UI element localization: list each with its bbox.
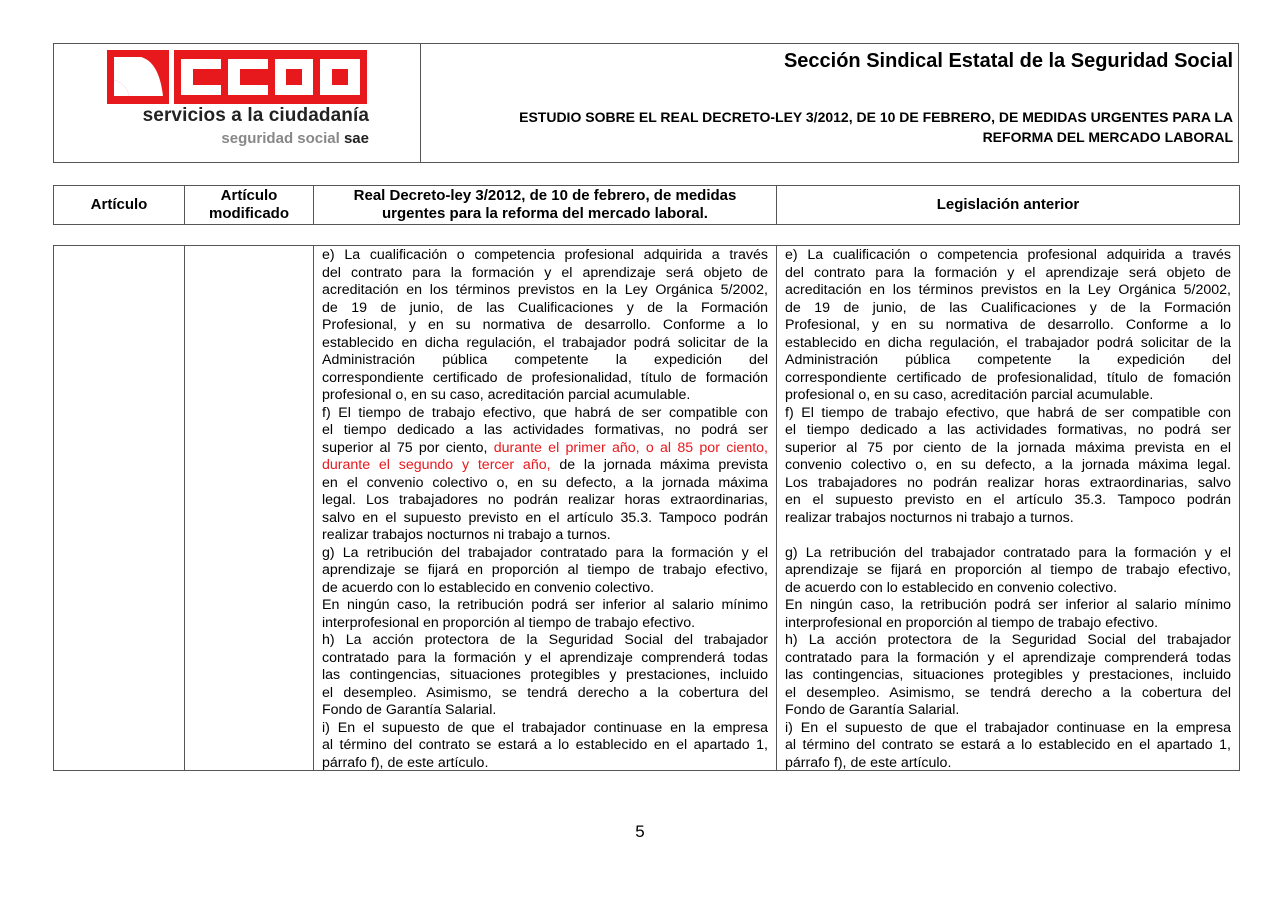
ccoo-logo-icon — [107, 50, 367, 104]
text-line: del contrato para la formación y el aprendizaje será objeto de — [322, 264, 768, 281]
text-line: f) El tiempo de trabajo efectivo, que habrá de ser compatible con — [785, 404, 1231, 421]
text-line: Profesional, y en su normativa de desarrollo. Conforme a lo — [322, 317, 768, 333]
text-line: Fondo de Garantía Salarial. — [322, 702, 497, 718]
text-line: de acuerdo con lo establecido en convenio colectivo. — [322, 579, 655, 596]
page-number: 5 — [635, 822, 645, 841]
amended-text-highlight: durante el primer año, o al 85 por ciento, — [493, 439, 768, 456]
column-header-legislacion-anterior — [777, 186, 1239, 224]
text-line: aprendizaje se fijará en proporción al tiempo de trabajo efectivo, — [785, 562, 1231, 578]
text-segment: de la jornada máxima prevista — [550, 457, 768, 473]
blank-line — [785, 527, 1231, 545]
text-line: Administración pública competente la expedición del — [785, 352, 1231, 368]
column-header-label: Legislación anterior — [936, 196, 1080, 213]
text-line: el tiempo dedicado a las actividades formativas, no podrá ser — [785, 422, 1231, 438]
text-line: aprendizaje se fijará en proporción al tiempo de trabajo efectivo, — [322, 562, 768, 578]
text-line: correspondiente certificado de profesionalidad, título de formación — [322, 369, 768, 386]
label-line-2: modificado — [208, 205, 289, 222]
amended-text-highlight: durante el segundo y tercer año, — [322, 457, 551, 473]
text-line: salvo en el supuesto previsto en el artículo 35.3. Tampoco podrán — [322, 509, 768, 526]
column-header-articulo-modificado — [185, 186, 314, 224]
text-line: Fondo de Garantía Salarial. — [785, 702, 960, 718]
text-line: al término del contrato se estará a lo establecido en el apartado 1, — [785, 737, 1231, 753]
cell-new-law-text — [314, 246, 777, 770]
text-line: contratado para la formación y el aprendizaje comprenderá todas — [785, 649, 1231, 666]
text-line: g) La retribución del trabajador contratado para la formación y el — [322, 544, 768, 561]
title-cell — [421, 44, 1238, 162]
comparison-table-row — [53, 245, 1240, 771]
text-line: Administración pública competente la expedición del — [322, 352, 768, 368]
text-line-mixed — [322, 457, 768, 475]
text-line: En ningún caso, la retribución podrá ser inferior al salario mínimo — [322, 597, 768, 613]
text-line: h) La acción protectora de la Seguridad Social del trabajador — [322, 632, 768, 648]
text-line: establecido en dicha regulación, el trabajador podrá solicitar de la — [785, 334, 1231, 351]
text-line: de acuerdo con lo establecido en convenio colectivo. — [785, 579, 1118, 596]
text-line: g) La retribución del trabajador contratado para la formación y el — [785, 544, 1231, 561]
text-line: al término del contrato se estará a lo establecido en el apartado 1, — [322, 737, 768, 753]
document-header — [53, 43, 1239, 163]
document-subtitle — [519, 107, 1233, 147]
text-line: convenio colectivo o, en su defecto, a la jornada máxima legal. — [785, 457, 1231, 473]
subtitle-line-1: ESTUDIO SOBRE EL REAL DECRETO-LEY 3/2012, DE 10 DE FEBRERO, DE MEDIDAS URGENTES PARA LA — [519, 109, 1233, 125]
text-line-mixed — [322, 440, 768, 458]
text-line: el desempleo. Asimismo, se tendrá derecho a la cobertura del — [785, 684, 1231, 701]
text-line: correspondiente certificado de profesionalidad, título de fomación — [785, 369, 1231, 386]
text-line: contratado para la formación y el aprendizaje comprenderá todas — [322, 649, 768, 666]
text-line: i) En el supuesto de que el trabajador continuase en la empresa — [322, 719, 768, 736]
text-segment: superior al 75 por ciento, — [322, 439, 494, 456]
text-line: en el supuesto previsto en el artículo 35.3. Tampoco podrán — [785, 492, 1231, 508]
text-line: interprofesional en proporción al tiempo de trabajo efectivo. — [785, 614, 1159, 631]
text-line: párrafo f), de este artículo. — [785, 754, 952, 771]
text-line: establecido en dicha regulación, el trabajador podrá solicitar de la — [322, 334, 768, 351]
text-line: En ningún caso, la retribución podrá ser inferior al salario mínimo — [785, 597, 1231, 613]
label-line-2: urgentes para la reforma del mercado laboral. — [382, 205, 708, 222]
logo-line1: servicios a la ciudadanía — [142, 105, 369, 126]
label-line-1: Artículo — [220, 187, 278, 204]
cell-old-law-text — [777, 246, 1239, 770]
logo-line2-gray: seguridad social — [221, 130, 340, 147]
text-line: de 19 de junio, de las Cualificaciones y de la Formación — [322, 299, 768, 316]
text-line: i) En el supuesto de que el trabajador continuase en la empresa — [785, 719, 1231, 736]
page-title: Sección Sindical Estatal de la Seguridad Social — [783, 50, 1233, 72]
text-line: las contingencias, situaciones protegibles y prestaciones, incluido — [322, 667, 768, 683]
logo-line2 — [107, 130, 369, 147]
logo-cell — [54, 44, 421, 162]
text-line: interprofesional en proporción al tiempo de trabajo efectivo. — [322, 614, 696, 631]
text-line: e) La cualificación o competencia profesional adquirida a través — [322, 247, 768, 263]
cell-articulo — [54, 246, 185, 770]
text-line: el desempleo. Asimismo, se tendrá derecho a la cobertura del — [322, 684, 768, 701]
text-line: el tiempo dedicado a las actividades formativas, no podrá ser — [322, 422, 768, 438]
text-line: en el convenio colectivo o, en su defecto, a la jornada máxima — [322, 474, 768, 491]
text-line: h) La acción protectora de la Seguridad Social del trabajador — [785, 632, 1231, 648]
logo-line2-sae: sae — [343, 130, 369, 147]
text-line: párrafo f), de este artículo. — [322, 754, 489, 771]
text-line: realizar trabajos nocturnos ni trabajo a turnos. — [785, 509, 1074, 526]
text-line: las contingencias, situaciones protegibles y prestaciones, incluido — [785, 667, 1231, 683]
text-line: del contrato para la formación y el aprendizaje será objeto de — [785, 264, 1231, 281]
subtitle-line-2: REFORMA DEL MERCADO LABORAL — [982, 129, 1233, 145]
label-line-1: Real Decreto-ley 3/2012, de 10 de febrero, de medidas — [353, 187, 737, 204]
text-line: realizar trabajos nocturnos ni trabajo a turnos. — [322, 527, 611, 543]
table-header — [53, 185, 1240, 225]
column-header-label: Artículo — [90, 196, 148, 213]
text-line: Profesional, y en su normativa de desarrollo. Conforme a lo — [785, 317, 1231, 333]
column-header-articulo — [54, 186, 185, 224]
text-line: superior al 75 por ciento de la jornada máxima prevista en el — [785, 439, 1231, 456]
text-line: e) La cualificación o competencia profesional adquirida a través — [785, 247, 1231, 263]
text-line: acreditación en los términos previstos en la Ley Orgánica 5/2002, — [322, 282, 768, 298]
text-line: Los trabajadores no podrán realizar horas extraordinarias, salvo — [785, 474, 1231, 491]
text-line: de 19 de junio, de las Cualificaciones y de la Formación — [785, 299, 1231, 316]
column-header-label — [209, 187, 289, 223]
text-line: acreditación en los términos previstos en la Ley Orgánica 5/2002, — [785, 282, 1231, 298]
column-header-label — [354, 187, 737, 223]
text-line: f) El tiempo de trabajo efectivo, que habrá de ser compatible con — [322, 404, 768, 421]
text-line: profesional o, en su caso, acreditación parcial acumulable. — [785, 387, 1154, 403]
text-line: legal. Los trabajadores no podrán realizar horas extraordinarias, — [322, 492, 768, 508]
text-line: profesional o, en su caso, acreditación parcial acumulable. — [322, 387, 691, 403]
cell-articulo-modificado — [185, 246, 314, 770]
column-header-real-decreto — [314, 186, 777, 224]
